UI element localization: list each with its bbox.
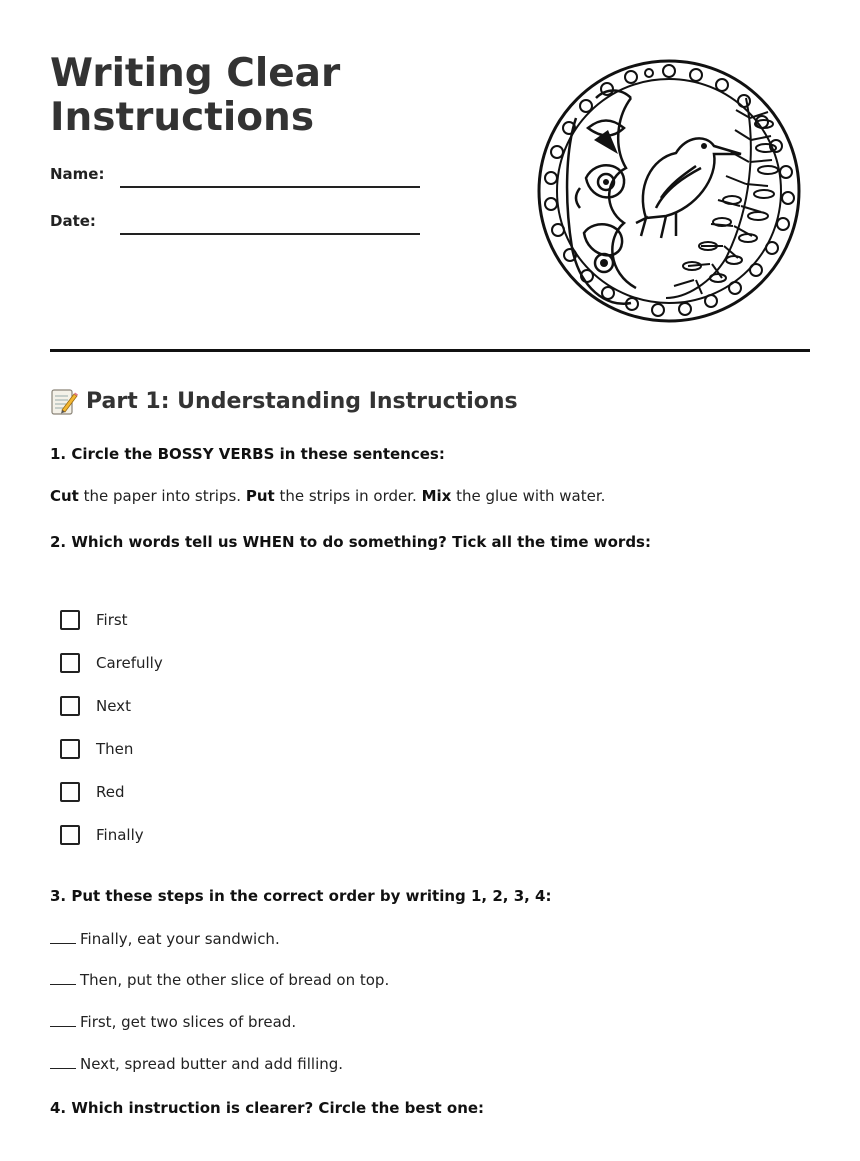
date-field-line[interactable] [120,233,420,235]
time-word-label: First [96,610,128,629]
bossy-verb-mix[interactable]: Mix [421,487,452,505]
title-line-2: Instructions [50,95,315,140]
bird-fern-emblem-icon [536,58,802,324]
order-step [50,970,389,989]
title-line-1: Writing Clear [50,51,341,96]
part-1-heading [50,386,518,416]
time-word-option[interactable] [60,598,163,641]
header-divider [50,349,810,352]
time-word-label: Carefully [96,653,163,672]
time-word-label: Then [96,739,134,758]
sentence-text-1: the paper into strips. [78,487,246,505]
question-1-prompt: 1. Circle the BOSSY VERBS in these sentences: [50,445,445,463]
checkbox[interactable] [60,610,80,630]
order-number-blank[interactable] [50,929,76,944]
sentence-text-2: the strips in order. [274,487,422,505]
memo-icon [50,386,78,416]
order-step-text: First, get two slices of bread. [80,1013,297,1031]
part-1-heading-text: Part 1: Understanding Instructions [86,388,518,414]
checkbox[interactable] [60,782,80,802]
time-word-option[interactable] [60,684,163,727]
question-2-prompt: 2. Which words tell us WHEN to do something? Tick all the time words: [50,533,651,551]
time-word-label: Finally [96,825,144,844]
order-number-blank[interactable] [50,1012,76,1027]
name-field-line[interactable] [120,186,420,188]
order-step-text: Finally, eat your sandwich. [80,930,280,948]
order-number-blank[interactable] [50,1054,76,1069]
question-4-prompt: 4. Which instruction is clearer? Circle the best one: [50,1099,485,1117]
time-word-label: Red [96,782,125,801]
sentence-text-3: the glue with water. [451,487,606,505]
checkbox[interactable] [60,653,80,673]
bossy-verb-put[interactable]: Put [245,487,275,505]
checkbox[interactable] [60,825,80,845]
date-label: Date: [50,212,96,230]
order-step [50,1012,296,1031]
order-number-blank[interactable] [50,970,76,985]
time-word-option[interactable] [60,770,163,813]
bossy-verb-cut[interactable]: Cut [50,487,79,505]
time-word-option[interactable] [60,727,163,770]
order-step [50,929,280,948]
order-step [50,1054,343,1073]
checkbox[interactable] [60,739,80,759]
checkbox[interactable] [60,696,80,716]
order-step-text: Then, put the other slice of bread on top. [80,971,390,989]
time-word-label: Next [96,696,131,715]
time-word-option[interactable] [60,813,163,856]
time-words-checklist [60,598,163,856]
order-step-text: Next, spread butter and add filling. [80,1055,344,1073]
question-3-prompt: 3. Put these steps in the correct order by writing 1, 2, 3, 4: [50,887,552,905]
name-label: Name: [50,165,105,183]
bossy-verb-sentences [50,487,605,505]
worksheet-title [50,52,470,140]
time-word-option[interactable] [60,641,163,684]
